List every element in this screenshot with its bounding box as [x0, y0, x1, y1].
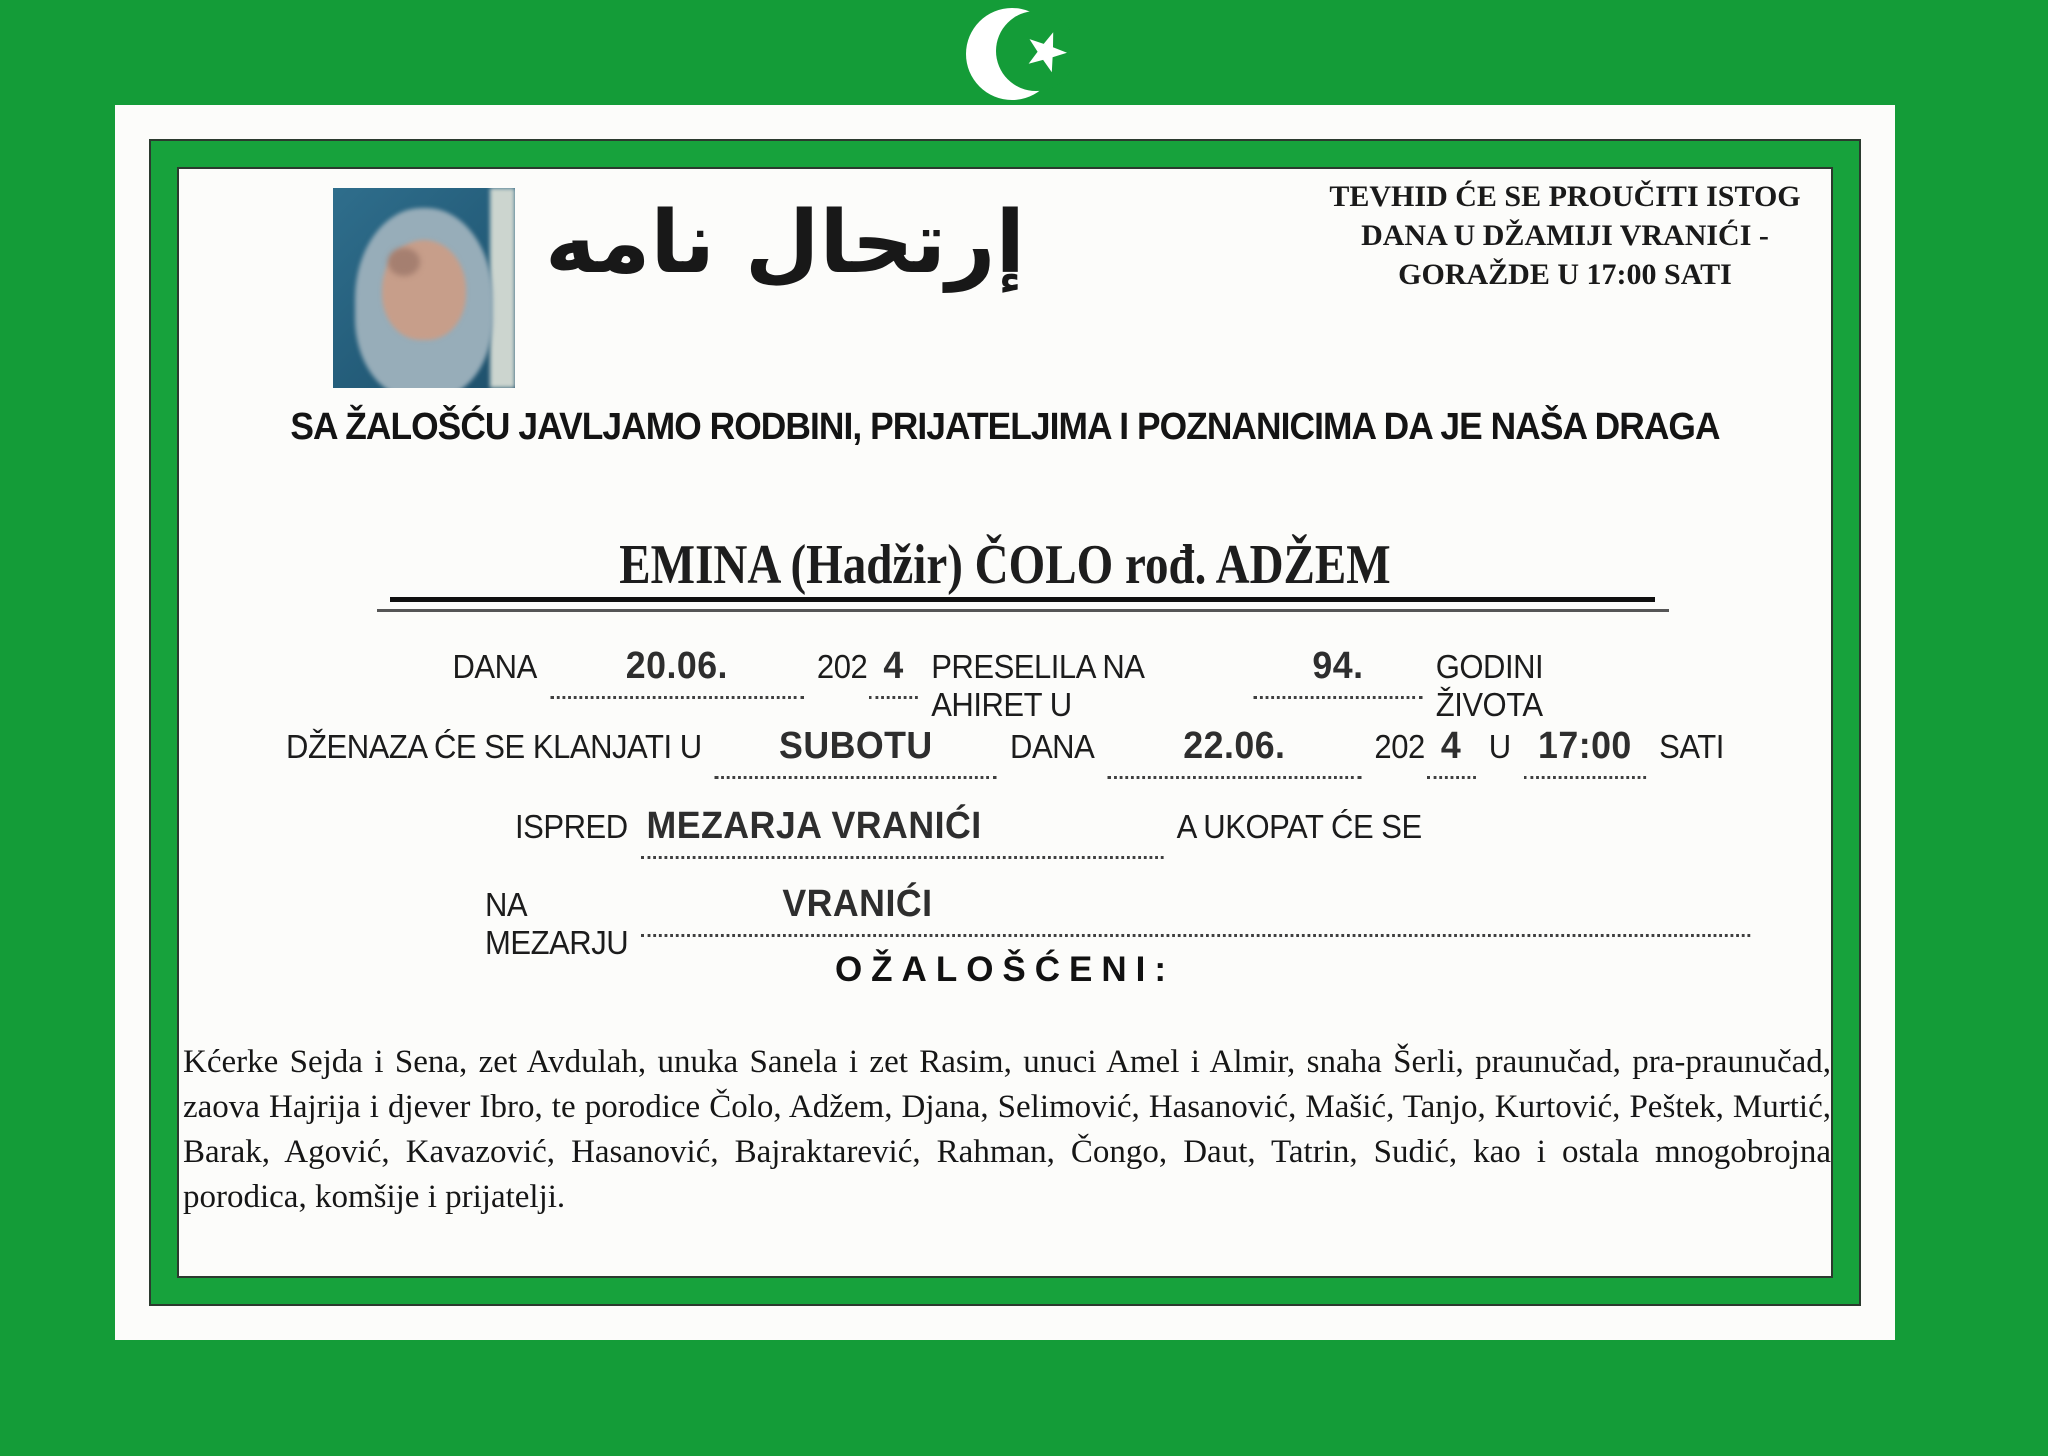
label-ispred: ISPRED — [515, 808, 628, 845]
death-year-prefix: 202 — [816, 648, 868, 685]
death-year-group — [817, 645, 918, 699]
tevhid-line-2: DANA U DŽAMIJI VRANIĆI - — [1361, 219, 1769, 252]
funeral-year-digit-field: 4 — [1427, 725, 1476, 779]
tevhid-line-1: TEVHID ĆE SE PROUČITI ISTOG — [1329, 180, 1801, 213]
deceased-name: EMINA (Hadžir) ČOLO rođ. ADŽEM — [619, 534, 1391, 596]
mourners-heading: OŽALOŠĆENI: — [834, 950, 1176, 989]
cemetery-field: VRANIĆI — [641, 883, 1750, 937]
arabic-title-text: إرتحال نامه — [544, 193, 1026, 293]
funeral-year-prefix: 202 — [1374, 728, 1425, 765]
label-sati: SATI — [1659, 728, 1724, 765]
form-row-death — [453, 645, 1628, 724]
deceased-photo — [333, 188, 515, 388]
death-year-digit-field: 4 — [869, 645, 918, 699]
crescent-star-icon — [958, 0, 1086, 114]
memorial-card — [115, 105, 1895, 1340]
name-underline-thick — [390, 597, 1655, 602]
announcement-text: SA ŽALOŠĆU JAVLJAMO RODBINI, PRIJATELJIMA I POZNANICIMA DA JE NAŠA DRAGA — [290, 406, 1720, 448]
label-u: U — [1488, 728, 1511, 765]
name-underline-thin — [377, 609, 1669, 612]
arabic-calligraphy-title — [535, 153, 1035, 333]
age-field: 94. — [1253, 645, 1422, 699]
label-dana: DANA — [452, 648, 537, 685]
label-ukopat: A UKOPAT ĆE SE — [1176, 808, 1422, 845]
label-dzenaza: DŽENAZA ĆE SE KLANJATI U — [286, 728, 702, 765]
funeral-date-field: 22.06. — [1107, 725, 1361, 779]
label-dana-2: DANA — [1010, 728, 1095, 765]
tevhid-notice — [1245, 177, 1885, 294]
funeral-day-field: SUBOTU — [715, 725, 997, 779]
label-godini-zivota: GODINI ŽIVOTA — [1435, 648, 1544, 723]
funeral-year-group — [1374, 725, 1475, 779]
mourners-text: Kćerke Sejda i Sena, zet Avdulah, unuka Sanela i zet Rasim, unuci Amel i Almir, snaha Šerli, praunučad, pra-praunučad, zaova Hajrija i djever Ibro, te porodice Čolo, Adžem, Djana, Selimović, Hasanović, Mašić, Tanjo, Kurtović, Peštek, Murtić, Barak, Agović, Kavazović, Hasanović, Bajraktarević, Rahman, Čongo, Daut, Tatrin, Sudić, kao i ostala mnogobrojna porodica, komšije i prijatelji. — [183, 1044, 1831, 1215]
funeral-time-field: 17:00 — [1524, 725, 1646, 779]
face-shadow-shape — [388, 248, 421, 276]
photo-background-pane — [490, 188, 515, 388]
death-date-field: 20.06. — [550, 645, 804, 699]
label-na-mezarju: NA MEZARJU — [485, 886, 629, 961]
funeral-location-field: MEZARJA VRANIĆI — [641, 805, 1164, 859]
form-row-funeral — [262, 725, 1747, 779]
label-preselila: PRESELILA NA AHIRET U — [931, 648, 1143, 723]
tevhid-line-3: GORAŽDE U 17:00 SATI — [1398, 258, 1732, 291]
form-row-location — [515, 805, 1549, 859]
